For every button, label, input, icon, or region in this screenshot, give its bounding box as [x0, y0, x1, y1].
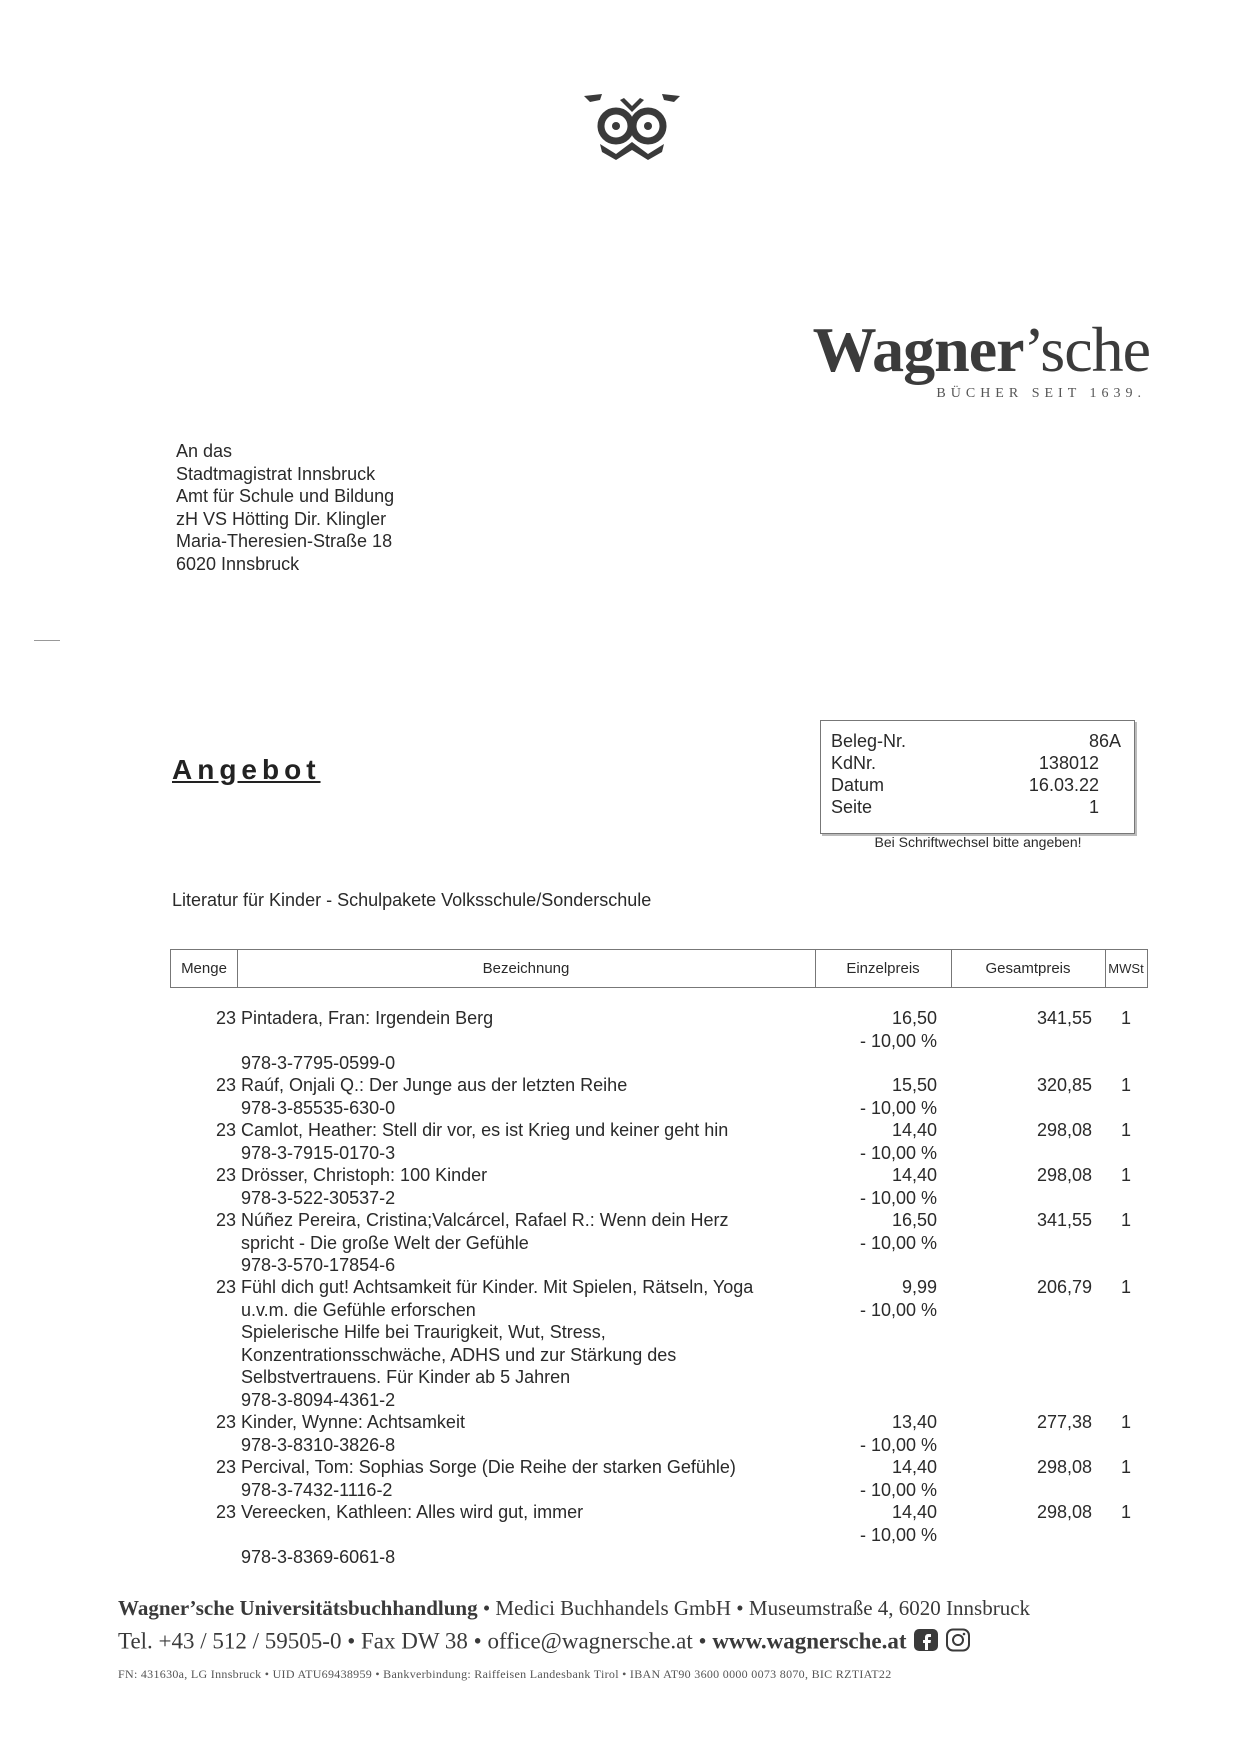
item-description-line: Núñez Pereira, Cristina;Valcárcel, Rafael R.: Wenn dein Herz — [241, 1210, 729, 1230]
item-vat: 1 — [1120, 1277, 1131, 1297]
recipient-line: zH VS Hötting Dir. Klingler — [176, 508, 387, 529]
brand-logo-mark — [582, 90, 682, 162]
item-description-line: Spielerische Hilfe bei Traurigkeit, Wut, Stress, — [241, 1322, 606, 1342]
brand-tagline: BÜCHER SEIT 1639. — [936, 386, 1146, 401]
item-discount: - 10,00 % — [859, 1187, 937, 1208]
item-quantity: 23 — [215, 1120, 236, 1140]
meta-row-kdnr — [831, 753, 1121, 775]
item-quantity: 23 — [215, 1165, 236, 1185]
facebook-icon[interactable] — [913, 1628, 939, 1658]
item-isbn: 978-3-8369-6061-8 — [241, 1547, 396, 1567]
instagram-icon[interactable] — [945, 1628, 971, 1658]
meta-label: Datum — [831, 775, 885, 795]
meta-label: Seite — [831, 797, 873, 817]
item-isbn: 978-3-7915-0170-3 — [241, 1142, 396, 1163]
item-isbn: 978-3-570-17854-6 — [241, 1255, 396, 1275]
footer-company-rest: • Medici Buchhandels GmbH • Museumstraße 4, 6020 Innsbruck — [477, 1596, 1031, 1620]
item-description-line: Konzentrationsschwäche, ADHS und zur Stärkung des — [241, 1344, 677, 1365]
item-description-line: u.v.m. die Gefühle erforschen — [241, 1299, 476, 1320]
item-discount: - 10,00 % — [859, 1030, 937, 1051]
item-discount: - 10,00 % — [859, 1232, 937, 1253]
item-unit-price: 14,40 — [891, 1165, 937, 1185]
item-isbn: 978-3-8310-3826-8 — [241, 1434, 396, 1455]
meta-row-seite — [831, 797, 1121, 819]
item-unit-price: 14,40 — [891, 1120, 937, 1140]
item-description-line: Vereecken, Kathleen: Alles wird gut, immer — [241, 1502, 584, 1522]
item-vat: 1 — [1120, 1120, 1131, 1140]
col-header-vat: MWSt — [1108, 961, 1144, 976]
item-description-line: Raúf, Onjali Q.: Der Junge aus der letzten Reihe — [241, 1075, 628, 1095]
item-vat: 1 — [1120, 1210, 1131, 1230]
meta-label: KdNr. — [831, 753, 877, 773]
item-quantity: 23 — [215, 1210, 236, 1230]
item-discount: - 10,00 % — [859, 1434, 937, 1455]
col-header-desc: Bezeichnung — [237, 950, 816, 987]
meta-value: 86A — [1088, 731, 1121, 751]
footer-company-name: Wagner’sche Universitätsbuchhandlung — [118, 1596, 478, 1620]
meta-value: 16.03.22 — [1028, 775, 1099, 795]
footer-contact: Tel. +43 / 512 / 59505-0 • Fax DW 38 • office@wagnersche.at • — [118, 1628, 713, 1654]
meta-value: 138012 — [1038, 753, 1099, 773]
item-unit-price: 16,50 — [891, 1210, 937, 1230]
item-description-line: Pintadera, Fran: Irgendein Berg — [241, 1008, 494, 1028]
item-vat: 1 — [1120, 1008, 1131, 1028]
col-header-qty: Menge — [171, 950, 238, 987]
meta-row-datum — [831, 775, 1121, 797]
item-description-line: Kinder, Wynne: Achtsamkeit — [241, 1412, 465, 1432]
item-quantity: 23 — [215, 1008, 236, 1028]
item-total: 320,85 — [1036, 1075, 1092, 1095]
item-total: 341,55 — [1036, 1008, 1092, 1028]
item-isbn: 978-3-7795-0599-0 — [241, 1053, 396, 1073]
item-vat: 1 — [1120, 1412, 1131, 1432]
item-unit-price: 15,50 — [891, 1075, 937, 1095]
recipient-line: 6020 Innsbruck — [176, 553, 300, 574]
fold-mark — [34, 640, 60, 641]
col-header-unit-price: Einzelpreis — [815, 950, 952, 987]
item-quantity: 23 — [215, 1277, 236, 1297]
item-unit-price: 14,40 — [891, 1502, 937, 1522]
item-total: 298,08 — [1036, 1120, 1092, 1140]
brand-name-rest: ’sche — [1023, 314, 1150, 385]
recipient-line: Amt für Schule und Bildung — [176, 486, 395, 506]
item-quantity: 23 — [215, 1457, 236, 1477]
item-discount: - 10,00 % — [859, 1097, 937, 1118]
footer-website-link[interactable]: www.wagnersche.at — [712, 1628, 907, 1654]
item-isbn: 978-3-8094-4361-2 — [241, 1389, 396, 1410]
recipient-line: Stadtmagistrat Innsbruck — [176, 463, 376, 484]
item-description-line: Drösser, Christoph: 100 Kinder — [241, 1165, 488, 1185]
item-vat: 1 — [1120, 1165, 1131, 1185]
item-description-line: spricht - Die große Welt der Gefühle — [241, 1232, 529, 1253]
item-discount: - 10,00 % — [859, 1524, 937, 1545]
item-quantity: 23 — [215, 1502, 236, 1522]
item-discount: - 10,00 % — [859, 1142, 937, 1163]
item-total: 206,79 — [1036, 1277, 1092, 1297]
item-isbn: 978-3-522-30537-2 — [241, 1187, 396, 1208]
item-vat: 1 — [1120, 1457, 1131, 1477]
col-header-total: Gesamtpreis — [951, 950, 1106, 987]
brand-wordmark — [780, 314, 1150, 402]
item-isbn: 978-3-7432-1116-2 — [241, 1479, 393, 1500]
document-title: Angebot — [172, 754, 321, 785]
meta-value: 1 — [1088, 797, 1099, 817]
recipient-line: An das — [176, 441, 233, 461]
footer-legal-line: FN: 431630a, LG Innsbruck • UID ATU69438959 • Bankverbindung: Raiffeisen Landesbank Tirol • IBAN AT90 3600 0000 0073 8070, BIC RZTIAT22 — [118, 1667, 892, 1681]
item-description-line: Selbstvertrauens. Für Kinder ab 5 Jahren — [241, 1367, 571, 1387]
item-description-line: Percival, Tom: Sophias Sorge (Die Reihe der starken Gefühle) — [241, 1457, 736, 1477]
item-vat: 1 — [1120, 1502, 1131, 1522]
item-quantity: 23 — [215, 1412, 236, 1432]
item-total: 341,55 — [1036, 1210, 1092, 1230]
recipient-line: Maria-Theresien-Straße 18 — [176, 531, 393, 551]
meta-label: Beleg-Nr. — [831, 731, 907, 751]
document-meta-box — [820, 720, 1135, 834]
item-discount: - 10,00 % — [859, 1479, 937, 1500]
item-vat: 1 — [1120, 1075, 1131, 1095]
item-total: 298,08 — [1036, 1165, 1092, 1185]
table-header — [170, 949, 1148, 988]
item-quantity: 23 — [215, 1075, 236, 1095]
item-isbn: 978-3-85535-630-0 — [241, 1097, 396, 1118]
item-description-line: Fühl dich gut! Achtsamkeit für Kinder. Mit Spielen, Rätseln, Yoga — [241, 1277, 754, 1297]
offer-subject: Literatur für Kinder - Schulpakete Volksschule/Sonderschule — [172, 890, 652, 910]
item-total: 277,38 — [1036, 1412, 1092, 1432]
item-unit-price: 13,40 — [891, 1412, 937, 1432]
recipient-address — [176, 440, 394, 575]
footer-contact-line — [118, 1628, 971, 1658]
item-total: 298,08 — [1036, 1457, 1092, 1477]
meta-note: Bei Schriftwechsel bitte angeben! — [874, 834, 1082, 850]
item-unit-price: 16,50 — [891, 1008, 937, 1028]
meta-row-beleg — [831, 731, 1121, 753]
item-unit-price: 9,99 — [901, 1277, 937, 1297]
item-unit-price: 14,40 — [891, 1457, 937, 1477]
item-total: 298,08 — [1036, 1502, 1092, 1522]
item-discount: - 10,00 % — [859, 1299, 937, 1320]
brand-name-main: Wagner — [812, 314, 1024, 385]
item-description-line: Camlot, Heather: Stell dir vor, es ist Krieg und keiner geht hin — [241, 1120, 729, 1140]
footer-company-line — [118, 1596, 1030, 1621]
